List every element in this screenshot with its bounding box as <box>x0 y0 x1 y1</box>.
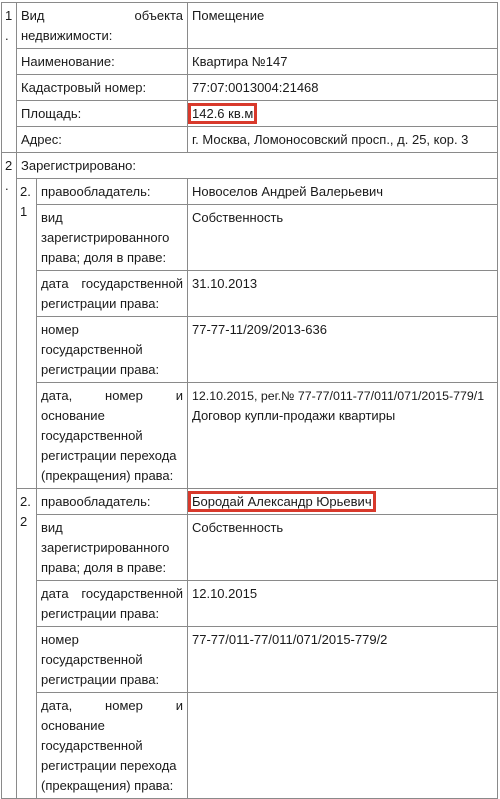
right-type-2-label-l1: вид <box>41 520 63 535</box>
reg-number-2-label-l3: регистрации права: <box>41 672 160 687</box>
right-type-1-label-l1: вид <box>41 210 63 225</box>
holder-1-value: Новоселов Андрей Валерьевич <box>188 179 498 205</box>
transfer-1-value-l2: Договор купли-продажи квартиры <box>192 408 396 423</box>
reg-date-1-label-b: государственной <box>81 276 183 291</box>
transfer-1-label-l5: (прекращения) права: <box>41 468 174 483</box>
reg-date-2-label <box>37 581 188 627</box>
property-type-label-part1a: Вид <box>21 8 45 23</box>
transfer-2-label <box>37 693 188 799</box>
transfer-1-label <box>37 383 188 489</box>
reg-date-1-label <box>37 271 188 317</box>
reg-date-1-label-l2: регистрации права: <box>41 296 160 311</box>
reg-number-1-label <box>37 317 188 383</box>
right-type-1-label-l2: зарегистрированного <box>41 230 170 245</box>
transfer-1-label-b: номер <box>105 388 143 403</box>
reg-number-2-label-l1: номер <box>41 632 79 647</box>
transfer-2-label-a: дата, <box>41 698 73 713</box>
reg-date-1-value: 31.10.2013 <box>188 271 498 317</box>
row-right-type-1 <box>2 205 498 271</box>
transfer-1-label-c: и <box>175 388 183 403</box>
transfer-2-label-l4: регистрации перехода <box>41 758 177 773</box>
holder-2-number: 2.2 <box>17 489 37 799</box>
registered-title: Зарегистрировано: <box>17 153 498 179</box>
row-holder-1 <box>2 179 498 205</box>
reg-date-2-label-l2: регистрации права: <box>41 606 160 621</box>
property-type-label <box>17 3 188 49</box>
row-right-type-2 <box>2 515 498 581</box>
section-1-number: 1. <box>2 3 17 153</box>
name-value: Квартира №147 <box>188 49 498 75</box>
reg-date-2-value: 12.10.2015 <box>188 581 498 627</box>
reg-date-2-label-a: дата <box>41 586 69 601</box>
row-reg-date-1 <box>2 271 498 317</box>
transfer-1-value <box>188 383 498 489</box>
holder-2-label: правообладатель: <box>37 489 188 515</box>
right-type-2-label <box>37 515 188 581</box>
reg-number-1-label-l2: государственной <box>41 342 143 357</box>
area-value-text: 142.6 кв.м <box>192 106 254 121</box>
reg-number-1-value: 77-77-11/209/2013-636 <box>188 317 498 383</box>
cadastral-value: 77:07:0013004:21468 <box>188 75 498 101</box>
transfer-2-label-l3: государственной <box>41 738 143 753</box>
row-address <box>2 127 498 153</box>
right-type-1-value: Собственность <box>188 205 498 271</box>
row-property-type <box>2 3 498 49</box>
right-type-2-value: Собственность <box>188 515 498 581</box>
right-type-2-label-l3: права; доля в праве: <box>41 560 167 575</box>
transfer-2-label-l5: (прекращения) права: <box>41 778 174 793</box>
address-value: г. Москва, Ломоносовский просп., д. 25, кор. 3 <box>188 127 498 153</box>
right-type-1-label-l3: права; доля в праве: <box>41 250 167 265</box>
property-type-label-part1b: объекта <box>134 8 183 23</box>
right-type-1-label <box>37 205 188 271</box>
right-type-2-label-l2: зарегистрированного <box>41 540 170 555</box>
area-highlight-box <box>188 103 257 124</box>
row-cadastral <box>2 75 498 101</box>
holder-2-highlight-box <box>188 491 376 512</box>
transfer-2-label-l2: основание <box>41 718 105 733</box>
transfer-2-label-c: и <box>175 698 183 713</box>
transfer-1-label-l3: государственной <box>41 428 143 443</box>
address-label: Адрес: <box>17 127 188 153</box>
reg-date-1-label-a: дата <box>41 276 69 291</box>
reg-number-1-label-l1: номер <box>41 322 79 337</box>
area-label: Площадь: <box>17 101 188 127</box>
row-reg-number-1 <box>2 317 498 383</box>
transfer-1-value-l1: 12.10.2015, рег.№ 77-77/011-77/011/071/2015-779/1 <box>192 389 485 403</box>
reg-number-2-label-l2: государственной <box>41 652 143 667</box>
row-reg-number-2 <box>2 627 498 693</box>
holder-1-label: правообладатель: <box>37 179 188 205</box>
transfer-1-label-l2: основание <box>41 408 105 423</box>
row-reg-date-2 <box>2 581 498 627</box>
cadastral-label: Кадастровый номер: <box>17 75 188 101</box>
property-type-label-part2: недвижимости: <box>21 28 113 43</box>
property-type-value: Помещение <box>188 3 498 49</box>
holder-2-value-text: Бородай Александр Юрьевич <box>192 494 372 509</box>
row-transfer-2 <box>2 693 498 799</box>
reg-number-2-label <box>37 627 188 693</box>
reg-number-2-value: 77-77/011-77/011/071/2015-779/2 <box>188 627 498 693</box>
transfer-1-label-l4: регистрации перехода <box>41 448 177 463</box>
holder-1-number: 2.1 <box>17 179 37 489</box>
transfer-1-label-a: дата, <box>41 388 73 403</box>
row-transfer-1 <box>2 383 498 489</box>
transfer-2-value <box>188 693 498 799</box>
name-label: Наименование: <box>17 49 188 75</box>
reg-date-2-label-b: государственной <box>81 586 183 601</box>
section-2-number: 2. <box>2 153 17 799</box>
reg-number-1-label-l3: регистрации права: <box>41 362 160 377</box>
row-registered <box>2 153 498 179</box>
transfer-2-label-b: номер <box>105 698 143 713</box>
row-name <box>2 49 498 75</box>
